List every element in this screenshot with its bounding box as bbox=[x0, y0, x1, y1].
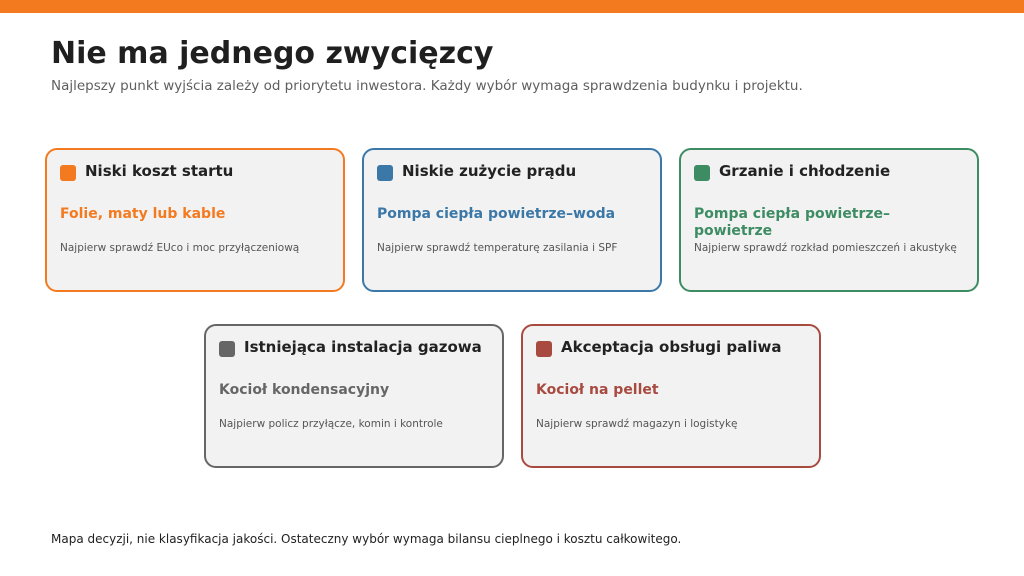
card-heading: Akceptacja obsługi paliwa bbox=[561, 338, 782, 356]
card-recommended-option: Pompa ciepła powietrze–powietrze bbox=[694, 206, 891, 239]
priority-card-existing-gas-installation bbox=[204, 324, 504, 468]
color-marker bbox=[377, 165, 393, 181]
card-recommended-option: Kocioł na pellet bbox=[536, 382, 659, 398]
priority-card-fuel-handling-acceptance bbox=[521, 324, 821, 468]
color-marker bbox=[60, 165, 76, 181]
page-title: Nie ma jednego zwycięzcy bbox=[51, 36, 494, 71]
color-marker bbox=[536, 341, 552, 357]
card-heading: Niski koszt startu bbox=[85, 162, 234, 180]
card-recommended-option: Kocioł kondensacyjny bbox=[219, 382, 390, 398]
card-note: Najpierw sprawdź EUco i moc przyłączeniową bbox=[60, 242, 300, 254]
card-note: Najpierw sprawdź rozkład pomieszczeń i akustykę bbox=[694, 242, 957, 254]
footer-note: Mapa decyzji, nie klasyfikacja jakości. Ostateczny wybór wymaga bilansu cieplnego i kosztu całkowitego. bbox=[51, 532, 682, 546]
color-marker bbox=[694, 165, 710, 181]
priority-card-heating-and-cooling bbox=[679, 148, 979, 292]
top-accent-bar bbox=[0, 0, 1024, 13]
card-heading: Istniejąca instalacja gazowa bbox=[244, 338, 482, 356]
card-note: Najpierw sprawdź magazyn i logistykę bbox=[536, 418, 738, 430]
card-recommended-option: Folie, maty lub kable bbox=[60, 206, 226, 222]
card-note: Najpierw sprawdź temperaturę zasilania i SPF bbox=[377, 242, 618, 254]
card-recommended-option: Pompa ciepła powietrze–woda bbox=[377, 206, 616, 222]
priority-card-low-startup-cost bbox=[45, 148, 345, 292]
card-note: Najpierw policz przyłącze, komin i kontrole bbox=[219, 418, 443, 430]
card-heading: Niskie zużycie prądu bbox=[402, 162, 577, 180]
card-heading: Grzanie i chłodzenie bbox=[719, 162, 891, 180]
priority-card-low-power-use bbox=[362, 148, 662, 292]
page-subtitle: Najlepszy punkt wyjścia zależy od priorytetu inwestora. Każdy wybór wymaga sprawdzenia budynku i projektu. bbox=[51, 78, 803, 94]
color-marker bbox=[219, 341, 235, 357]
